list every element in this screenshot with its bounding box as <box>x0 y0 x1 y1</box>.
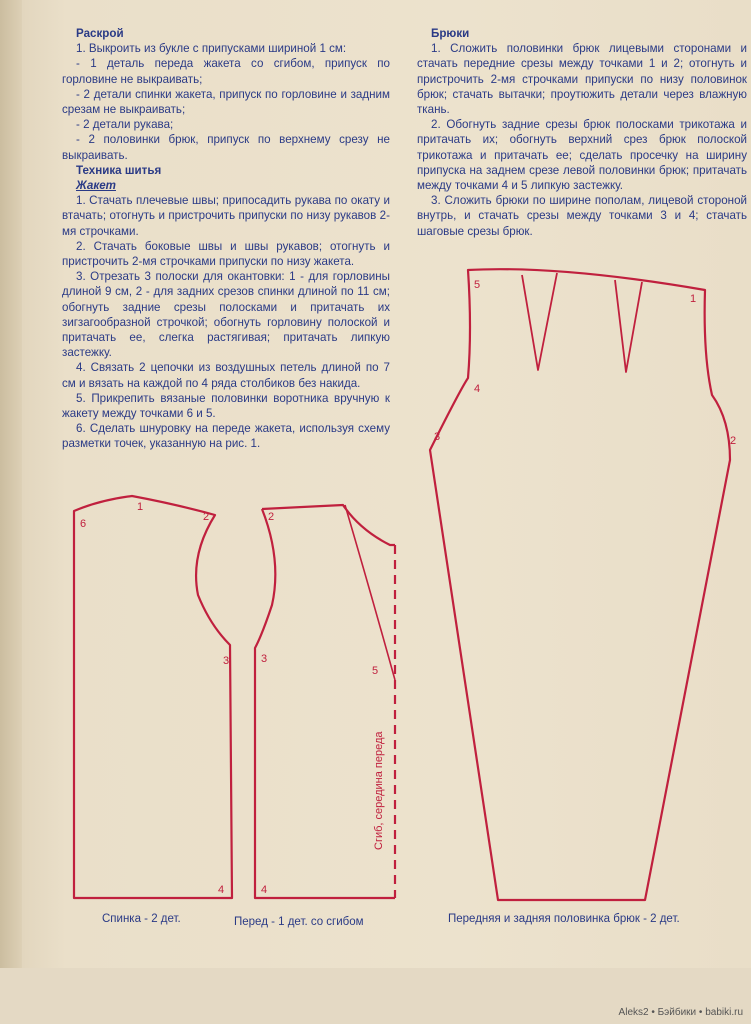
front-caption: Перед - 1 дет. со сгибом <box>234 916 364 928</box>
pants-step: 2. Обогнуть задние срезы брюк полосками трикотажа и притачать их; обогнуть верхний срез брюк полоской трикотажа и притачать ее; сделать просечку на ширину припуска на заднем срезе левой половинки брюк; притачать между точками 4 и 5 липкую застежку. <box>417 118 747 193</box>
pants-point-2: 2 <box>730 435 737 447</box>
pants-point-1: 1 <box>690 293 697 305</box>
back-point-4: 4 <box>218 884 225 896</box>
front-point-4: 4 <box>261 884 268 896</box>
front-point-2: 2 <box>268 511 275 523</box>
back-pattern-outline <box>74 496 232 898</box>
jacket-step: 2. Стачать боковые швы и швы рукавов; отогнуть и пристрочить 2-мя строчками припуски по низу жакета. <box>62 239 390 269</box>
front-fold-label: Сгиб, середина переда <box>373 731 385 850</box>
pants-dart-right <box>615 280 642 372</box>
heading-pants: Брюки <box>431 27 470 40</box>
jacket-step: 5. Прикрепить вязаные половинки воротника вручную к жакету между точками 6 и 5. <box>62 391 390 421</box>
jacket-step: 6. Сделать шнуровку на переде жакета, используя схему разметки точек, указанную на рис. 1. <box>62 422 390 451</box>
jacket-step: 3. Отрезать 3 полоски для окантовки: 1 - для горловины длиной 9 см, 2 - для задних срезов спинки длиной по 11 см; обогнуть задние срезы полосками и притачать их зигзагообразной строчкой; обогнуть горловину полоской и притачать ее, слегка растягивая; притачать липкую застежку. <box>62 270 390 360</box>
back-point-3: 3 <box>223 655 230 667</box>
front-point-3: 3 <box>261 653 268 665</box>
pants-dart-left <box>522 273 557 370</box>
pants-point-3: 3 <box>434 431 441 443</box>
back-point-2: 2 <box>203 511 210 523</box>
pants-pattern-outline <box>430 269 730 900</box>
back-caption: Спинка - 2 дет. <box>102 913 181 925</box>
cutting-item: 1. Выкроить из букле с припусками шириной 1 см: <box>76 42 347 56</box>
pants-point-4: 4 <box>474 383 481 395</box>
cutting-item: - 2 половинки брюк, припуск по верхнему срезу не выкраивать. <box>62 133 390 162</box>
heading-jacket: Жакет <box>76 179 116 193</box>
front-point-5: 5 <box>372 665 379 677</box>
heading-cutting: Раскрой <box>76 27 124 40</box>
cutting-item: - 1 деталь переда жакета со сгибом, припуск по горловине не выкраивать; <box>62 57 390 86</box>
pants-caption: Передняя и задняя половинка брюк - 2 дет. <box>448 913 680 925</box>
pants-step: 3. Сложить брюки по ширине пополам, лицевой стороной внутрь, и стачать срезы между точками 3 и 4; стачать шаговые срезы брюк. <box>417 194 747 238</box>
pants-point-5: 5 <box>474 279 481 291</box>
watermark: Aleks2 • Бэйбики • babiki.ru <box>618 1007 743 1018</box>
back-point-6: 6 <box>80 518 87 530</box>
cutting-item: - 2 детали спинки жакета, припуск по горловине и задним срезам не выкраивать; <box>62 87 390 117</box>
front-dart-line <box>345 505 395 680</box>
cutting-item: - 2 детали рукава; <box>76 118 174 132</box>
pants-step: 1. Сложить половинки брюк лицевыми сторонами и стачать передние срезы между точками 1 и 2; отогнуть и пристрочить 2-мя строчками припуски по низу половинок брюк; стачать вытачки; проутюжить детали через влажную ткань. <box>417 42 747 117</box>
jacket-step: 4. Связать 2 цепочки из воздушных петель длиной по 7 см и вязать на каждой по 4 ряда столбиков без накида. <box>62 361 390 390</box>
jacket-step: 1. Стачать плечевые швы; припосадить рукава по окату и втачать; отогнуть и пристрочить припуски по низу рукавов 2-мя строчками. <box>62 194 390 238</box>
back-point-1: 1 <box>137 501 144 513</box>
heading-sewing: Техника шитья <box>76 163 162 177</box>
